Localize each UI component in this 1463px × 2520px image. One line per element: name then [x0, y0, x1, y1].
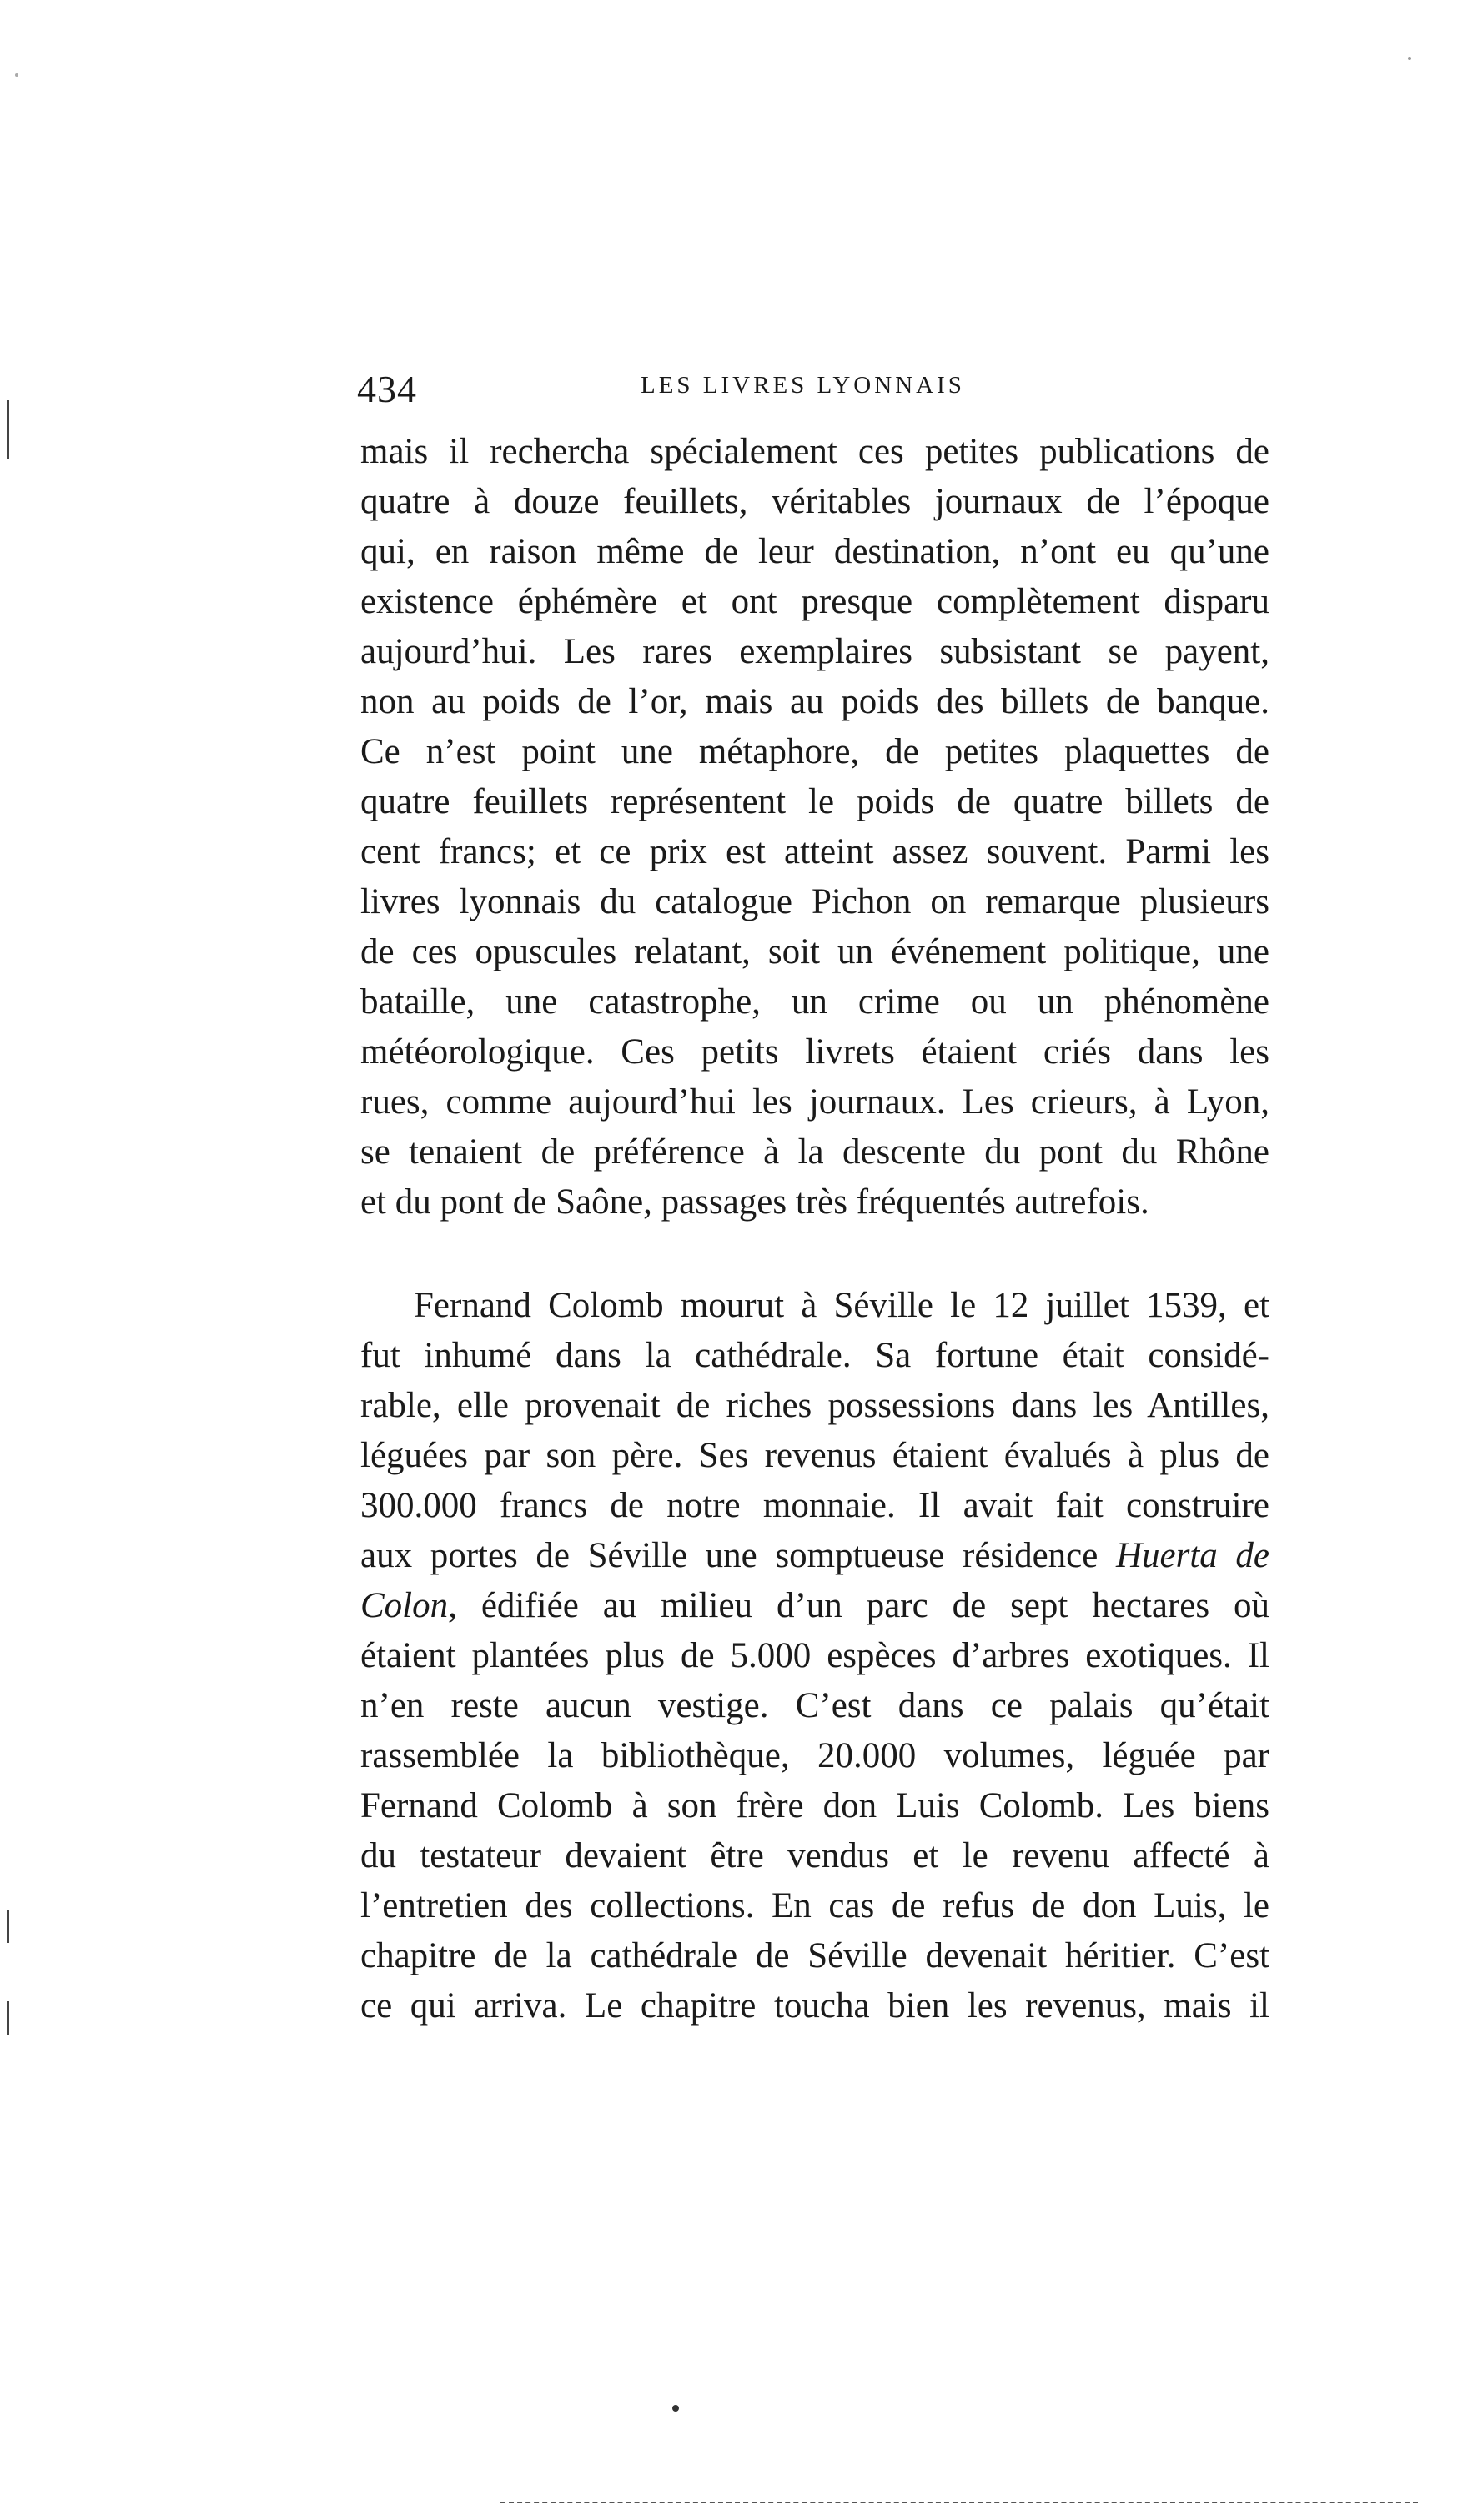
text-line: étaient plantées plus de 5.000 espèces d’arbres exotiques. Il — [360, 1636, 1269, 1675]
text-line: Ce n’est point une métaphore, de petites plaquettes de — [360, 732, 1269, 771]
paragraph-1 — [360, 427, 1269, 1227]
text-line: fut inhumé dans la cathédrale. Sa fortune était considé- — [360, 1336, 1269, 1375]
italic-run: Huerta de — [1115, 1536, 1269, 1575]
paragraph-gap — [360, 1227, 1269, 1281]
text-line: Fernand Colomb à son frère don Luis Colomb. Les biens — [360, 1786, 1269, 1825]
text-line: l’entretien des collections. En cas de refus de don Luis, le — [360, 1886, 1269, 1925]
text-line: aujourd’hui. Les rares exemplaires subsistant se payent, — [360, 632, 1269, 671]
italic-run: Colon, — [360, 1586, 457, 1625]
paragraph-2 — [360, 1281, 1269, 2031]
text-line: chapitre de la cathédrale de Séville devenait héritier. C’est — [360, 1936, 1269, 1975]
page-number: 434 — [357, 368, 417, 410]
body-text — [360, 427, 1269, 2031]
page-header — [357, 367, 1266, 417]
text-line: du testateur devaient être vendus et le revenu affecté à — [360, 1836, 1269, 1875]
text-line: rassemblée la bibliothèque, 20.000 volumes, léguée par — [360, 1736, 1269, 1775]
text-line: bataille, une catastrophe, un crime ou un phénomène — [360, 982, 1269, 1022]
text-line: qui, en raison même de leur destination, n’ont eu qu’une — [360, 532, 1269, 571]
text-line: livres lyonnais du catalogue Pichon on remarque plusieurs — [360, 882, 1269, 921]
text-line: se tenaient de préférence à la descente du pont du Rhône — [360, 1132, 1269, 1172]
text-line: cent francs; et ce prix est atteint assez souvent. Parmi les — [360, 832, 1269, 871]
text-line: de ces opuscules relatant, soit un événement politique, une — [360, 932, 1269, 971]
text-run: édifiée au milieu d’un parc de sept hectares où — [480, 1586, 1270, 1625]
text-line: et du pont de Saône, passages très fréquentés autrefois. — [360, 1182, 1149, 1222]
text-line: existence éphémère et ont presque complètement disparu — [360, 582, 1269, 621]
text-line: léguées par son père. Ses revenus étaient évalués à plus de — [360, 1436, 1269, 1475]
text-line: rable, elle provenait de riches possessions dans les Antilles, — [360, 1386, 1269, 1425]
text-line: météorologique. Ces petits livrets étaient criés dans les — [360, 1032, 1269, 1072]
text-line: quatre à douze feuillets, véritables journaux de l’époque — [360, 482, 1269, 521]
text-run: aux portes de Séville une somptueuse résidence — [360, 1536, 1116, 1575]
text-line: n’en reste aucun vestige. C’est dans ce palais qu’était — [360, 1686, 1269, 1725]
text-line: non au poids de l’or, mais au poids des billets de banque. — [360, 682, 1269, 721]
text-line-with-italic — [360, 1531, 1269, 1581]
text-line: mais il rechercha spécialement ces petites publications de — [360, 432, 1269, 471]
text-line: rues, comme aujourd’hui les journaux. Les crieurs, à Lyon, — [360, 1082, 1269, 1122]
scan-edge-mark — [7, 2001, 9, 2035]
text-line: Fernand Colomb mourut à Séville le 12 juillet 1539, et — [414, 1286, 1269, 1325]
scan-edge-mark — [7, 400, 9, 459]
scan-edge-mark — [7, 1910, 9, 1943]
scan-bottom-rule — [500, 2502, 1418, 2503]
text-line: ce qui arriva. Le chapitre toucha bien les revenus, mais il — [360, 1986, 1269, 2026]
text-line: 300.000 francs de notre monnaie. Il avait fait construire — [360, 1486, 1269, 1525]
text-line-with-italic — [360, 1581, 1269, 1631]
text-line: quatre feuillets représentent le poids de quatre billets de — [360, 782, 1269, 821]
running-head: LES LIVRES LYONNAIS — [641, 372, 965, 399]
